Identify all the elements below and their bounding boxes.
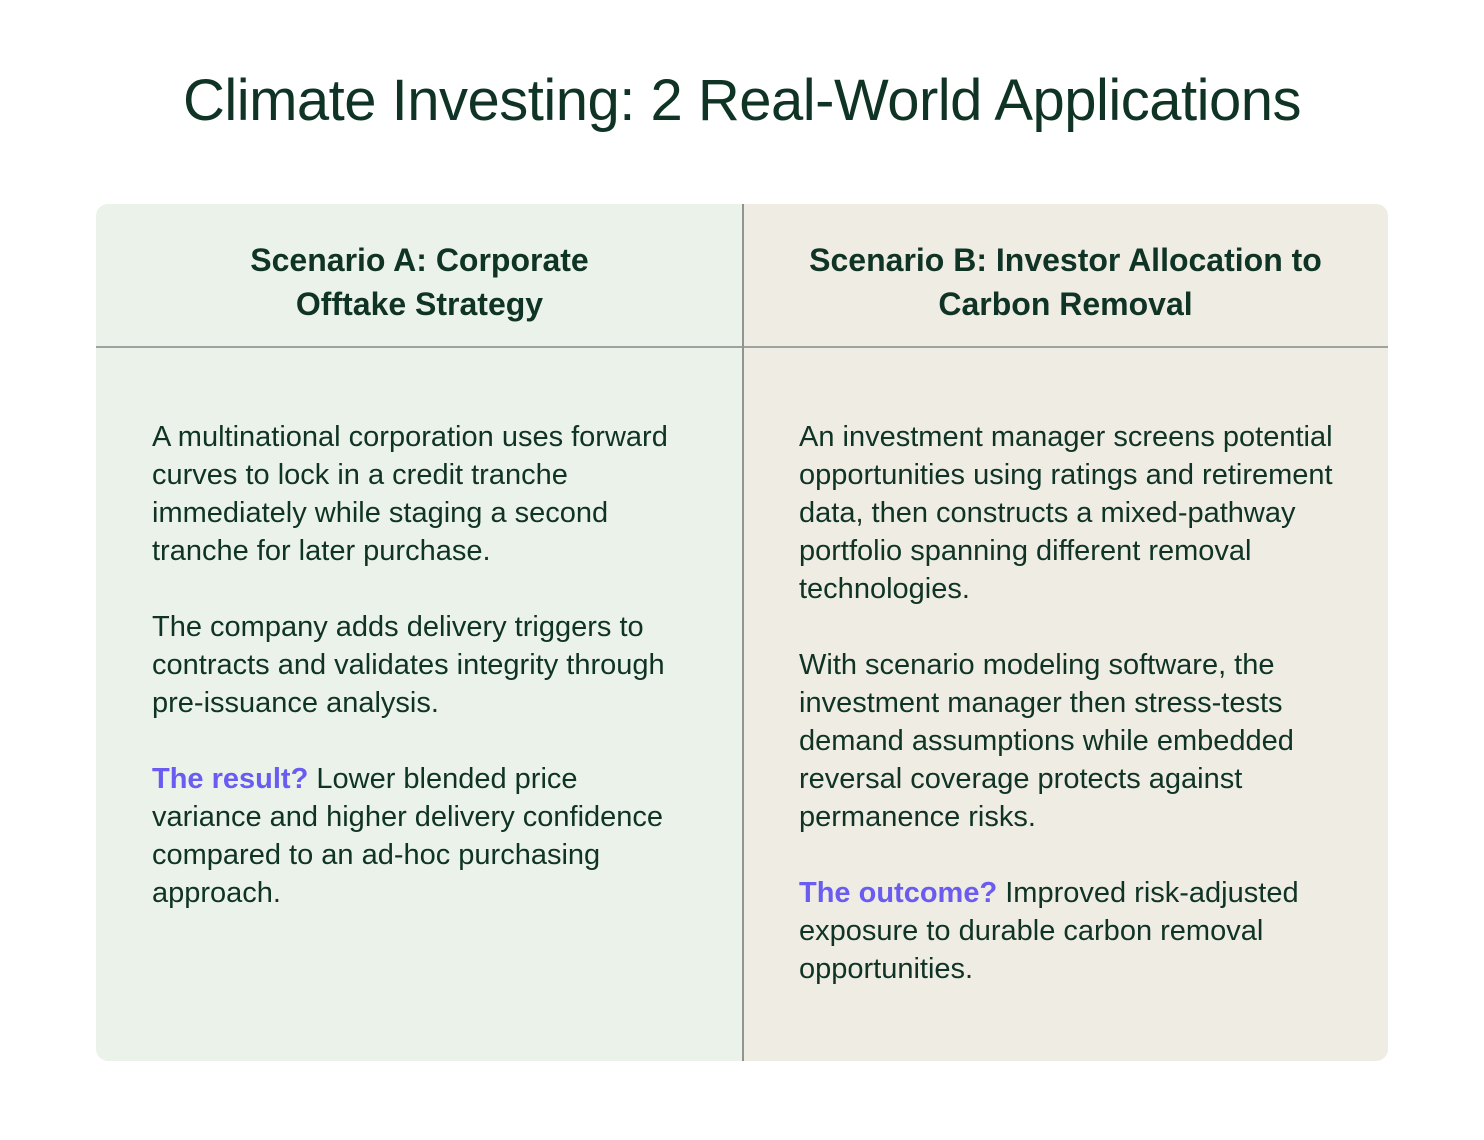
- scenario-b-paragraph-2: With scenario modeling software, the investment manager then stress-tests demand assumptions while embedded reversal coverage protects against permanence risks.: [799, 649, 1294, 833]
- scenario-b-header: Scenario B: Investor Allocation to Carbon Removal: [809, 242, 1322, 322]
- scenario-b-outcome: [799, 874, 1344, 988]
- scenario-b-body: [799, 418, 1344, 1026]
- scenario-a-column: [96, 204, 743, 1061]
- scenario-a-paragraph-1: A multinational corporation uses forward curves to lock in a credit tranche immediately while staging a second tranche for later purchase.: [152, 421, 668, 567]
- scenario-a-result: [152, 760, 692, 912]
- scenario-a-paragraph-2: The company adds delivery triggers to contracts and validates integrity through pre-issuance analysis.: [152, 611, 665, 719]
- comparison-table: [96, 204, 1388, 1061]
- scenario-a-header: Scenario A: Corporate Offtake Strategy: [250, 242, 589, 322]
- scenario-b-outcome-label: The outcome?: [799, 877, 998, 909]
- scenario-a-result-text: Lower blended price variance and higher delivery confidence compared to an ad-hoc purchasing approach.: [152, 763, 664, 909]
- page-title: Climate Investing: 2 Real-World Applications: [182, 68, 1302, 133]
- scenario-b-outcome-text: Improved risk-adjusted exposure to durable carbon removal opportunities.: [799, 877, 1299, 985]
- scenario-a-result-label: The result?: [152, 763, 309, 795]
- scenario-a-body: [152, 418, 692, 950]
- scenario-b-column: [743, 204, 1388, 1061]
- column-divider: [742, 204, 744, 1061]
- scenario-b-paragraph-1: An investment manager screens potential opportunities using ratings and retirement data, then constructs a mixed-pathway portfolio spanning different removal technologies.: [799, 421, 1333, 605]
